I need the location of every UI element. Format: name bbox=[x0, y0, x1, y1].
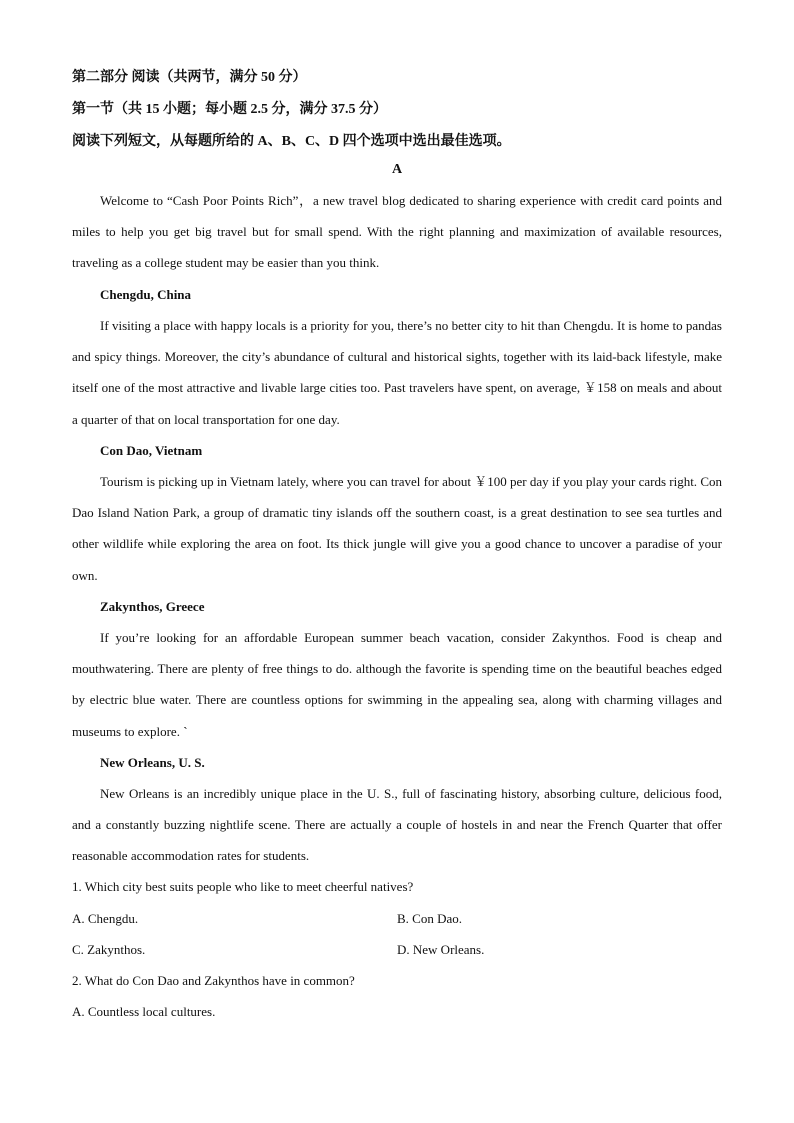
question-1-option-b: B. Con Dao. bbox=[397, 911, 462, 926]
passage-intro: Welcome to “Cash Poor Points Rich”，a new travel blog dedicated to sharing experience with credit card points and miles to help you get big travel but for small spend. With the right planning and maximization of available resources, traveling as a college student may be easier than you think. bbox=[72, 193, 722, 271]
section-title-zakynthos: Zakynthos, Greece bbox=[100, 599, 205, 614]
question-1-option-a: A. Chengdu. bbox=[72, 911, 139, 926]
section-text-con-dao: Tourism is picking up in Vietnam lately, where you can travel for about ￥100 per day if you play your cards right. Con Dao Island Nation Park, a group of dramatic tiny islands off the southern coast, is a great destination to see sea turtles and other wildlife while exploring the area on foot. Its thick jungle will give you a good chance to uncover a paradise of your own. bbox=[72, 474, 722, 583]
section-text-new-orleans: New Orleans is an incredibly unique place in the U. S., full of fascinating history, absorbing culture, delicious food, and a constantly buzzing nightlife scene. There are actually a couple of hostels in and near the French Quarter that offer reasonable accommodation rates for students. bbox=[72, 786, 722, 864]
question-2-option-a: A. Countless local cultures. bbox=[72, 1004, 216, 1019]
section-heading: 第一节（共 15 小题；每小题 2.5 分，满分 37.5 分） bbox=[72, 102, 387, 117]
section-title-chengdu: Chengdu, China bbox=[100, 287, 192, 302]
section-text-chengdu: If visiting a place with happy locals is a priority for you, there’s no better city to hit than Chengdu. It is home to pandas and spicy things. Moreover, the city’s abundance of cultural and historical sights, together with its laid-back lifestyle, make itself one of the most attractive and livable large cities too. Past travelers have spent, on average, ￥158 on meals and about a quarter of that on local transportation for one day. bbox=[72, 318, 722, 427]
part-heading: 第二部分 阅读（共两节，满分 50 分） bbox=[72, 70, 307, 85]
passage-label: A bbox=[391, 162, 403, 177]
instruction-text: 阅读下列短文，从每题所给的 A、B、C、D 四个选项中选出最佳选项。 bbox=[72, 134, 511, 149]
question-1-option-c: C. Zakynthos. bbox=[72, 942, 146, 957]
question-2-stem: 2. What do Con Dao and Zakynthos have in common? bbox=[72, 973, 355, 988]
section-text-zakynthos: If you’re looking for an affordable European summer beach vacation, consider Zakynthos. Food is cheap and mouthwatering. There are plenty of free things to do. although the favorite is spending time on the beautiful beaches edged by electric blue water. There are countless options for swimming in the appealing sea, along with charming villages and museums to explore. ˋ bbox=[72, 630, 722, 739]
question-1-stem: 1. Which city best suits people who like to meet cheerful natives? bbox=[72, 879, 414, 894]
section-title-new-orleans: New Orleans, U. S. bbox=[100, 755, 205, 770]
question-1-option-d: D. New Orleans. bbox=[397, 942, 485, 957]
section-title-con-dao: Con Dao, Vietnam bbox=[100, 443, 203, 458]
